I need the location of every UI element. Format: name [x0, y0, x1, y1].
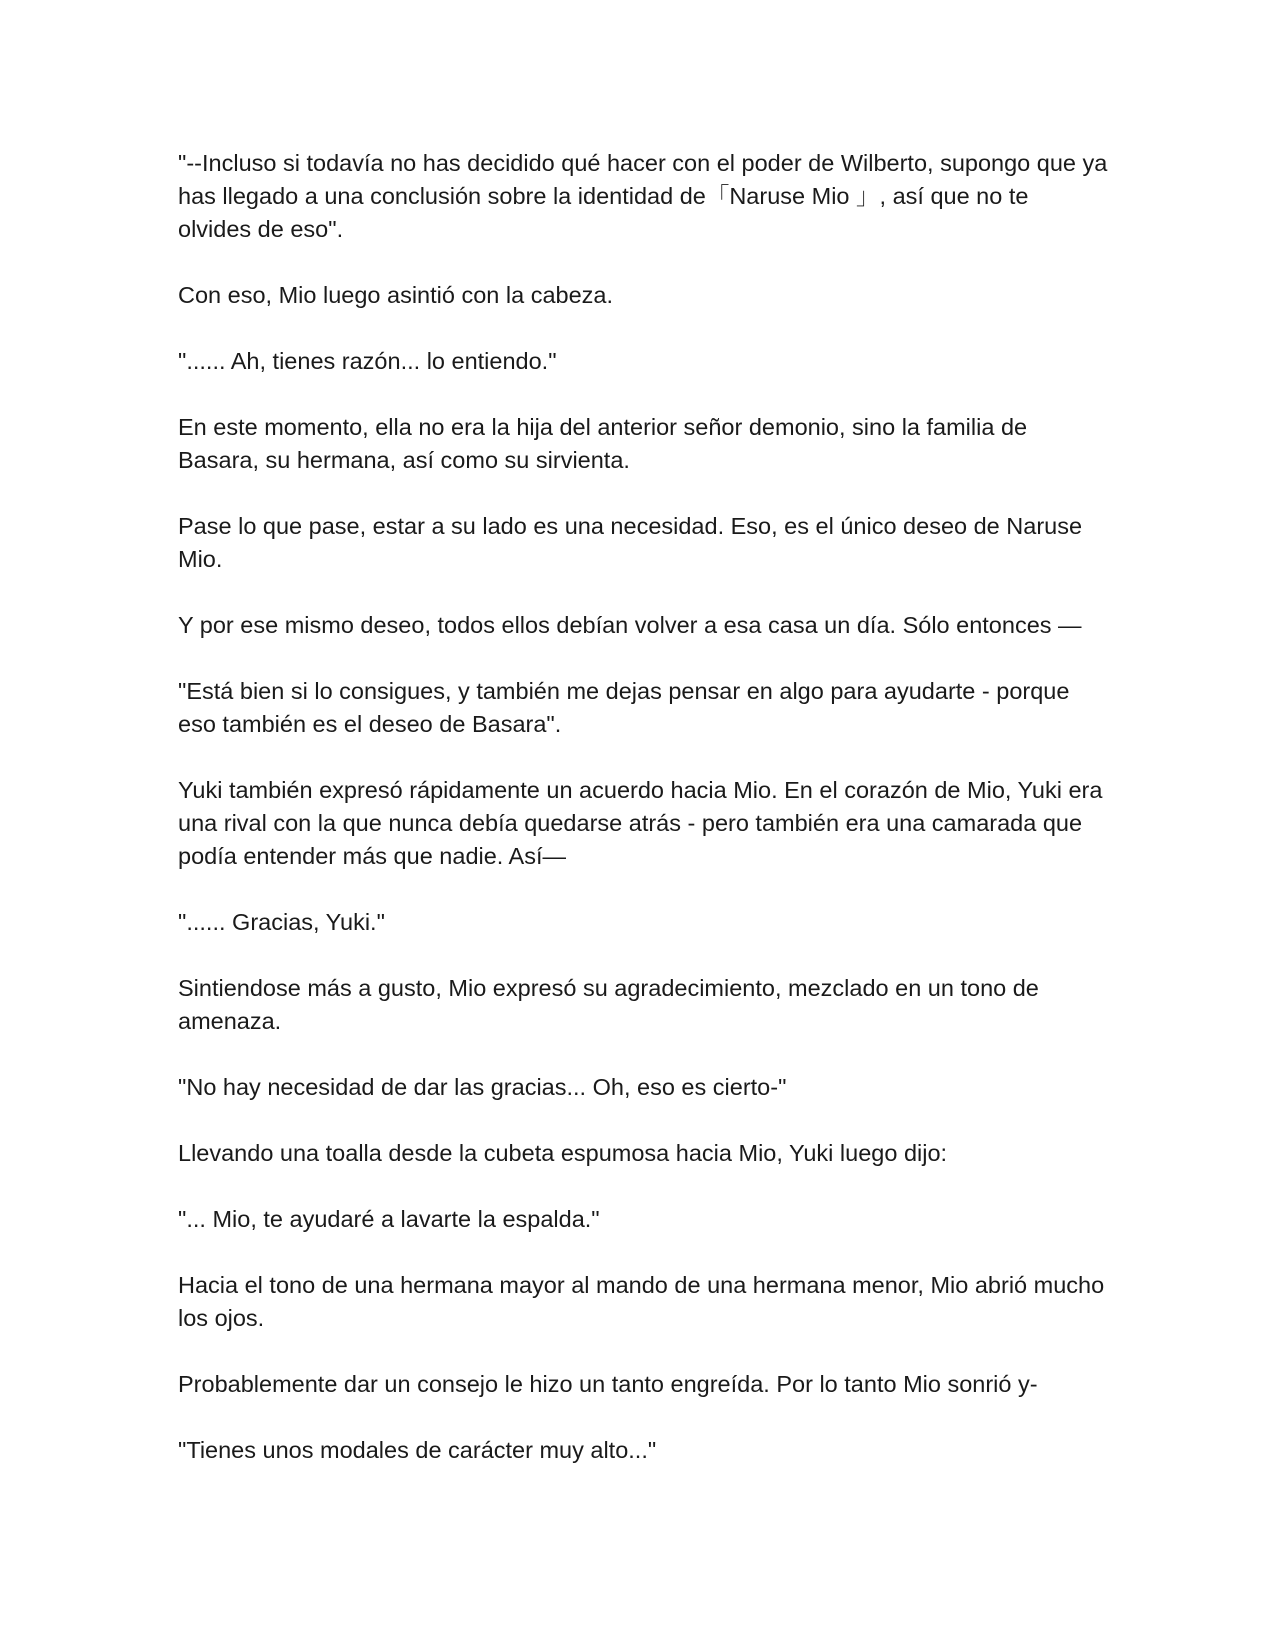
paragraph: "...... Gracias, Yuki.": [178, 909, 385, 935]
paragraph: Sintiendose más a gusto, Mio expresó su agradecimiento, mezclado en un tono de amenaza.: [178, 975, 1039, 1034]
paragraph: "... Mio, te ayudaré a lavarte la espalda.": [178, 1206, 600, 1232]
paragraph: "Está bien si lo consigues, y también me dejas pensar en algo para ayudarte - porque eso también es el deseo de Basara".: [178, 678, 1070, 737]
paragraph: Con eso, Mio luego asintió con la cabeza.: [178, 282, 614, 308]
paragraph: En este momento, ella no era la hija del anterior señor demonio, sino la familia de Basara, su hermana, así como su sirvienta.: [178, 414, 1028, 473]
paragraph: Hacia el tono de una hermana mayor al mando de una hermana menor, Mio abrió mucho los ojos.: [178, 1272, 1105, 1331]
paragraph: "--Incluso si todavía no has decidido qué hacer con el poder de Wilberto, supongo que ya has llegado a una conclusión sobre la identidad de「Naruse Mio 」, así que no te olvides de eso".: [178, 150, 1108, 242]
paragraph: Probablemente dar un consejo le hizo un tanto engreída. Por lo tanto Mio sonrió y-: [178, 1371, 1038, 1397]
document-body: [178, 147, 1108, 1500]
paragraph: Yuki también expresó rápidamente un acuerdo hacia Mio. En el corazón de Mio, Yuki era una rival con la que nunca debía quedarse atrás - pero también era una camarada que podía entender más que nadie. Así—: [178, 777, 1103, 869]
paragraph: "No hay necesidad de dar las gracias... Oh, eso es cierto-": [178, 1074, 787, 1100]
paragraph: Llevando una toalla desde la cubeta espumosa hacia Mio, Yuki luego dijo:: [178, 1140, 948, 1166]
paragraph: "...... Ah, tienes razón... lo entiendo.": [178, 348, 557, 374]
paragraph: "Tienes unos modales de carácter muy alto...": [178, 1437, 657, 1463]
paragraph: Pase lo que pase, estar a su lado es una necesidad. Eso, es el único deseo de Naruse Mio.: [178, 513, 1083, 572]
paragraph: Y por ese mismo deseo, todos ellos debían volver a esa casa un día. Sólo entonces —: [178, 612, 1082, 638]
